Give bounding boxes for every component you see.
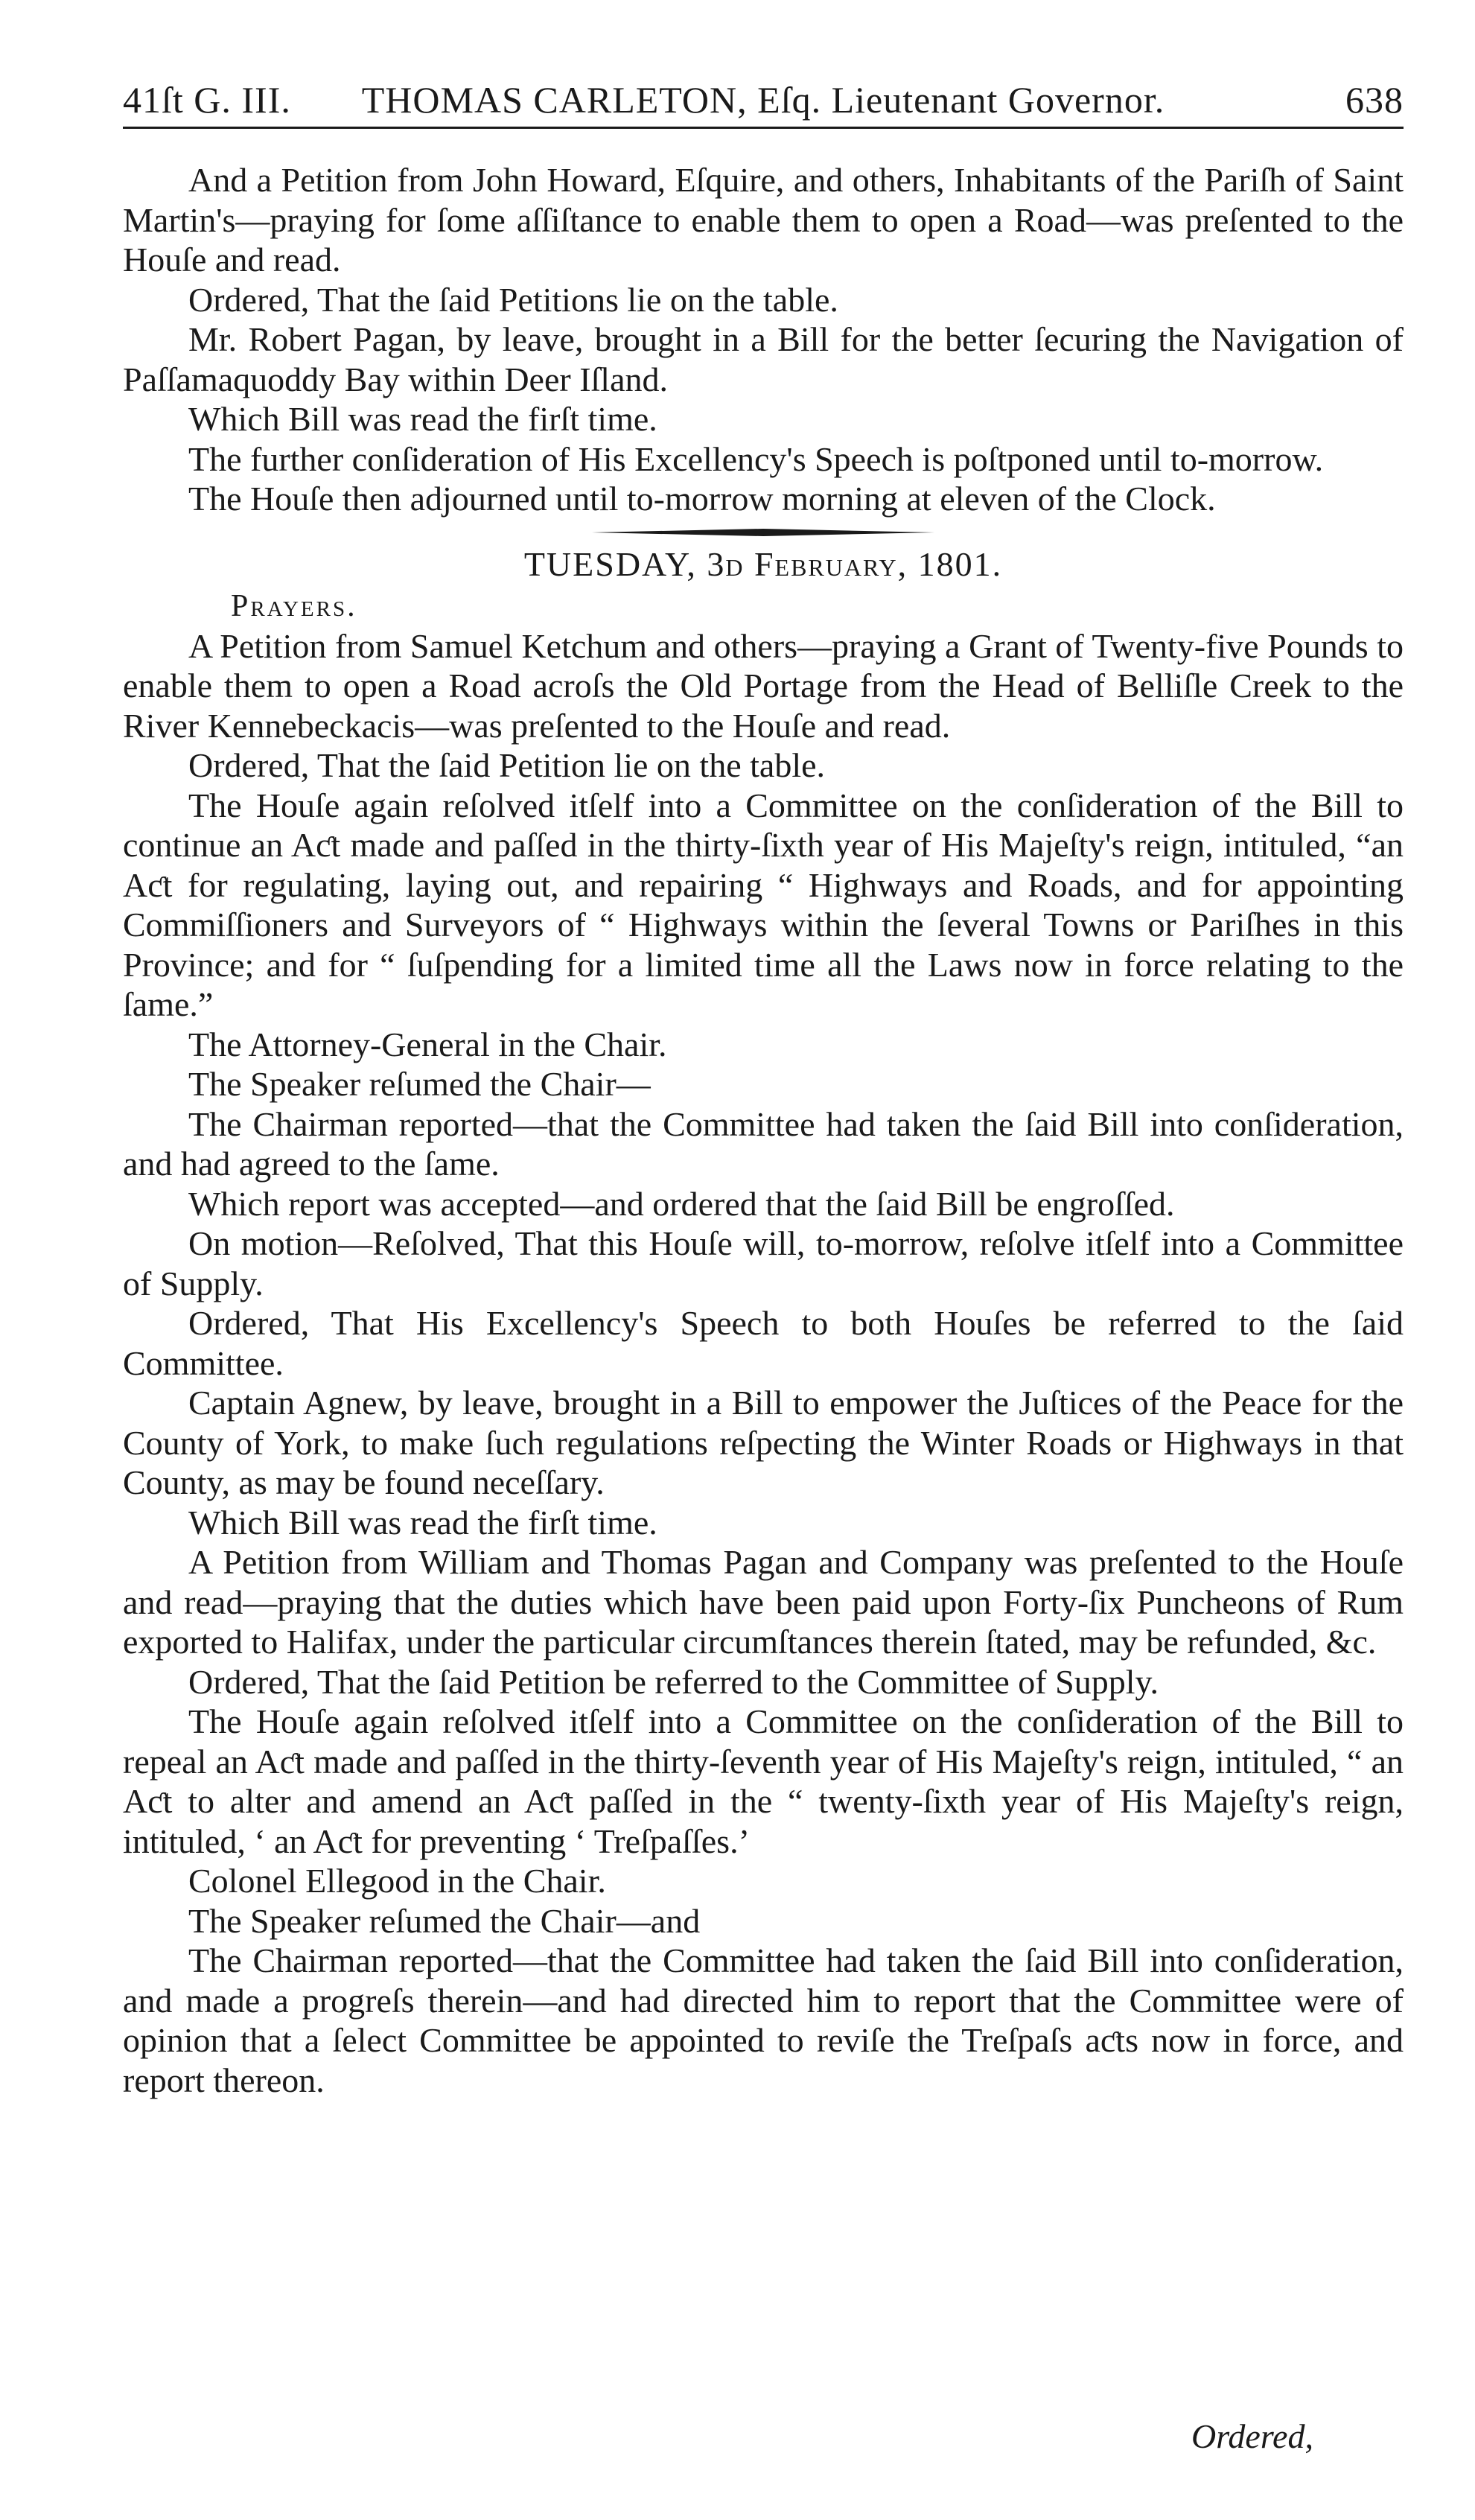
paragraph: Which report was accepted—and ordered that the ſaid Bill be engroſſed. bbox=[188, 1184, 1175, 1223]
paragraph: Ordered, That the ſaid Petition be referred to the Committee of Supply. bbox=[188, 1662, 1159, 1701]
paragraph: Ordered, That the ſaid Petitions lie on the table. bbox=[188, 280, 838, 319]
paragraph: The Houſe again reſolved itſelf into a Committee on the conſideration of the Bill to repeal an Aƈt made and paſſed in the thirty-ſeventh year of His Majeſty's reign, intituled, “ an Aƈt to alter and amend an Aƈt paſſed in the “ twenty-ſixth year of His Majeſty's reign, intituled, ‘ an Aƈt for preventing ‘ Treſpaſſes.’ bbox=[123, 1702, 1404, 1860]
paragraph: Captain Agnew, by leave, brought in a Bill to empower the Juſtices of the Peace for the County of York, to make ſuch regulations reſpecting the Winter Roads or Highways in that County, as may be found neceſſary. bbox=[123, 1384, 1404, 1501]
paragraph: The Chairman reported—that the Committee had taken the ſaid Bill into conſideration, and made a progreſs therein—and had directed him to report that the Committee were of opinion that a ſelect Committee be appointed to reviſe the Treſpaſs aƈts now in force, and report thereon. bbox=[123, 1941, 1404, 2099]
header-session: 41ſt G. III. bbox=[123, 79, 291, 121]
paragraph: The Houſe then adjourned until to-morrow morning at eleven of the Clock. bbox=[188, 480, 1216, 518]
prayers-heading: Prayers. bbox=[231, 588, 357, 623]
paragraph: The Speaker reſumed the Chair—and bbox=[188, 1901, 701, 1940]
page-number: 638 bbox=[1345, 79, 1404, 121]
paragraph: Ordered, That the ſaid Petition lie on the table. bbox=[188, 746, 826, 784]
date-heading: TUESDAY, 3d February, 1801. bbox=[523, 544, 1003, 583]
running-header bbox=[123, 73, 1404, 127]
paragraph: Colonel Ellegood in the Chair. bbox=[188, 1862, 606, 1900]
paragraph: A Petition from Samuel Ketchum and others—praying a Grant of Twenty-five Pounds to enable them to open a Road acroſs the Old Portage from the Head of Belliſle Creek to the River Kennebeckacis—was preſented to the Houſe and read. bbox=[123, 626, 1404, 745]
paragraph: Which Bill was read the firſt time. bbox=[188, 400, 657, 438]
header-title: THOMAS CARLETON, Eſq. Lieutenant Governor. bbox=[361, 79, 1165, 121]
journal-text bbox=[123, 160, 1404, 2100]
divider-ornament bbox=[592, 526, 934, 538]
paragraph: Ordered, That His Excellency's Speech to both Houſes be referred to the ſaid Committee. bbox=[123, 1304, 1404, 1382]
paragraph: A Petition from William and Thomas Pagan and Company was preſented to the Houſe and read—praying that the duties which have been paid upon Forty-ſix Puncheons of Rum exported to Halifax, under the particular circumſtances therein ſtated, may be refunded, &c. bbox=[123, 1543, 1404, 1661]
paragraph: Mr. Robert Pagan, by leave, brought in a Bill for the better ſecuring the Navigation of Paſſamaquoddy Bay within Deer Iſland. bbox=[123, 320, 1404, 398]
paragraph: And a Petition from John Howard, Eſquire, and others, Inhabitants of the Pariſh of Saint Martin's—praying for ſome aſſiſtance to enable them to open a Road—was preſented to the Houſe and read. bbox=[123, 161, 1404, 279]
paragraph: Which Bill was read the firſt time. bbox=[188, 1503, 657, 1541]
paragraph: The Speaker reſumed the Chair— bbox=[188, 1065, 651, 1103]
section-divider bbox=[123, 519, 1404, 543]
paragraph: On motion—Reſolved, That this Houſe will, to-morrow, reſolve itſelf into a Committee of Supply. bbox=[123, 1224, 1404, 1302]
paragraph: The Attorney-General in the Chair. bbox=[188, 1025, 667, 1063]
paragraph: The further conſideration of His Excellency's Speech is poſtponed until to-morrow. bbox=[188, 439, 1324, 478]
catchword: Ordered, bbox=[1191, 2417, 1313, 2455]
paragraph: The Chairman reported—that the Committee had taken the ſaid Bill into conſideration, and had agreed to the ſame. bbox=[123, 1104, 1404, 1183]
header-rule bbox=[123, 127, 1404, 129]
paragraph: The Houſe again reſolved itſelf into a Committee on the conſideration of the Bill to continue an Aƈt made and paſſed in the thirty-ſixth year of His Majeſty's reign, intituled, “an Aƈt for regulating, laying out, and repairing “ Highways and Roads, and for appointing Commiſſioners and Surveyors of “ Highways within the ſeveral Towns or Pariſhes in this Province; and for “ ſuſpending for a limited time all the Laws now in force relating to the ſame.” bbox=[123, 786, 1404, 1023]
